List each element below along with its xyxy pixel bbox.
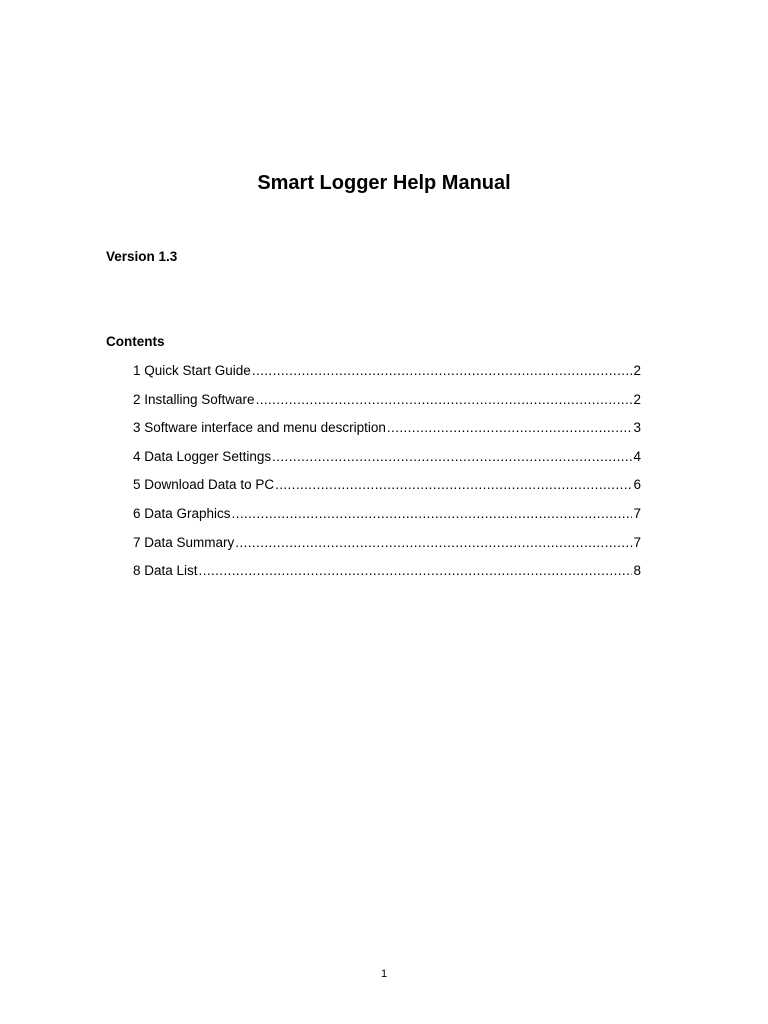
toc-entry-page: 8 (633, 563, 641, 579)
toc-entry-quick-start-guide[interactable] (133, 362, 641, 391)
toc-entry-page: 3 (633, 420, 641, 436)
contents-heading: Contents (106, 334, 165, 349)
toc-entry-data-graphics[interactable] (133, 505, 641, 534)
toc-dot-leader (275, 476, 632, 494)
toc-entry-page: 2 (633, 363, 641, 378)
page-title: Smart Logger Help Manual (257, 172, 511, 194)
toc-entry-page: 4 (633, 448, 641, 464)
table-of-contents (133, 362, 641, 591)
toc-dot-leader (252, 362, 633, 380)
toc-entry-label: 7 Data Summary (133, 534, 235, 550)
toc-dot-leader (387, 419, 633, 437)
toc-entry-label: 1 Quick Start Guide (133, 363, 251, 378)
toc-entry-data-logger-settings[interactable] (133, 448, 641, 477)
toc-entry-page: 7 (633, 534, 641, 550)
toc-entry-label: 4 Data Logger Settings (133, 448, 272, 464)
toc-entry-download-data[interactable] (133, 476, 641, 505)
toc-dot-leader (256, 391, 633, 409)
toc-entry-data-summary[interactable] (133, 534, 641, 563)
toc-entry-page: 7 (633, 505, 641, 521)
toc-entry-installing-software[interactable] (133, 391, 641, 420)
version-label: Version 1.3 (106, 249, 178, 264)
toc-dot-leader (232, 505, 633, 523)
toc-dot-leader (272, 448, 632, 466)
toc-dot-leader (199, 562, 633, 580)
toc-entry-label: 6 Data Graphics (133, 505, 231, 521)
toc-entry-label: 5 Download Data to PC (133, 477, 275, 493)
toc-entry-label: 3 Software interface and menu description (133, 420, 386, 436)
page-number: 1 (380, 968, 388, 980)
toc-entry-page: 2 (633, 391, 641, 407)
toc-entry-data-list[interactable] (133, 562, 641, 591)
toc-entry-label: 8 Data List (133, 563, 198, 579)
toc-entry-page: 6 (633, 477, 641, 493)
toc-entry-software-interface[interactable] (133, 419, 641, 448)
toc-entry-label: 2 Installing Software (133, 391, 255, 407)
toc-dot-leader (235, 534, 632, 552)
